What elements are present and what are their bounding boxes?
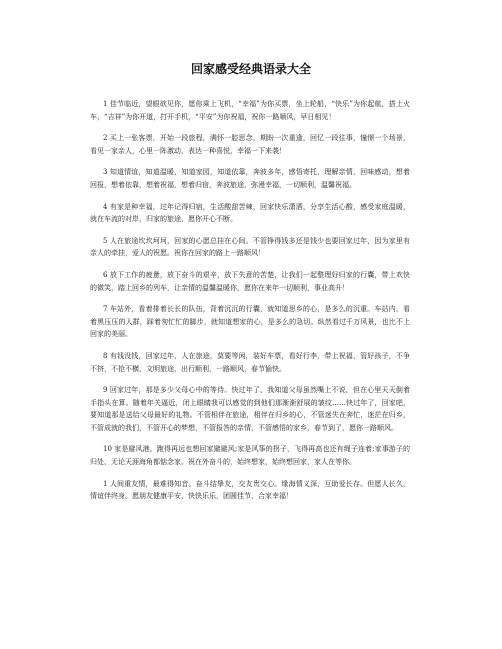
paragraph-5: 5 人在旅途坎坎坷坷，回家的心愿总挂在心间。不管挣得钱多还是钱少也要回家过年，因为家里有亲人的牵挂，爱人的祝愿。祝你在回家的路上一路顺风！ <box>90 236 410 258</box>
paragraph-4: 4 有家是种幸福，过年记得归宿，生活酸甜苦辣，回家快乐潇洒，分享生活心酸，感受家庭温暖，就在车流的对岸，归家的旅途，愿你开心不断。 <box>90 202 410 224</box>
paragraph-11: 1 人间重友情，最难得知音。奋斗结挚友，交友贵交心。缘海情义深，互助爱长存。但愿人长久，情谊伴终身。愿朋友健康平安，快快乐乐，团圆佳节，合家幸福！ <box>90 479 410 501</box>
paragraph-1: 1 佳节临近，望眼欲见你，愿你乘上飞机，“幸福”为你买票，坐上轮船，“快乐”为你起航，搭上火车，“吉祥”为你开道，打开手机，“平安”为你祝福，祝你一路顺风，早日相见！ <box>90 100 410 121</box>
paragraph-9: 9 回家过年，那是多少父母心中的等待。快过年了，我知道父母虽然嘴上不说，但在心里天天倒着手指头在算。随着年关逼近，闭上眼睛我可以感觉的到他们那渐渐舒展的皱纹……快过年了，回家吧，要知道那是送给父母最好的礼物。不管相伴在旅途，相伴在归乡的心，不管迷失在奔忙，迷茫在归乡，不管成就的我们，不管开心的梦想，不管报答的亲情，不管感悟的家乡，春节到了，愿你一路顺风。 <box>90 386 410 432</box>
paragraph-8: 8 有钱没钱，回家过年，人在旅途，莫要等闲，装好车票，看好行李，带上祝福，管好孩子，不争不挤，不抢不横，文明旅途，出行顺利，一路顺风，春节愉快。 <box>90 351 410 373</box>
paragraph-7: 7 车站外，看着排着长长的队伍，背着沉沉的行囊，就知道思乡的心，是多么的沉重。车站内，看着黑压压的人群，踩着匆忙忙的脚步，就知道想家的心，是多么的急切。纵然看过千万风景，也比不上回家的美丽。 <box>90 305 410 339</box>
document-body <box>90 98 410 512</box>
paragraph-3: 3 知道情谊，知道温暖，知道家园，知道依靠，奔波多年，感悟寄托，理解亲情，回味感动，想着回报，想着依靠，想着祝福，想着归宿，奔波旅途，弥漫幸福，一切顺利，温馨祝福。 <box>90 168 410 189</box>
paragraph-10: 10 家是避风港，跑得再远也想回家避避风;家是风筝的拐子，飞得再高也还有绳子连着;家事游子的归处，无论天涯海角都惦念家。祝在外奋斗的，始终想家，始终想回家，家人在等你。 <box>90 445 410 467</box>
document-title: 回家感受经典语录大全 <box>190 62 311 76</box>
paragraph-6: 6 放下工作的疲惫，放下奋斗的艰辛，放下失意的苦楚，让我们一起整理好归家的行囊，带上欢快的微笑，踏上回乡的列车，让亲情的温馨温暖你，愿你在来年一切顺利，事业高升！ <box>90 270 410 292</box>
paragraph-2: 2 买上一张客票，开始一段旅程，满怀一腔思念，期盼一次重逢，回忆一段往事，憧憬一个场景，看见一家亲人，心里一阵激动，表达一种喜悦，幸福一下来袭！ <box>90 134 410 155</box>
